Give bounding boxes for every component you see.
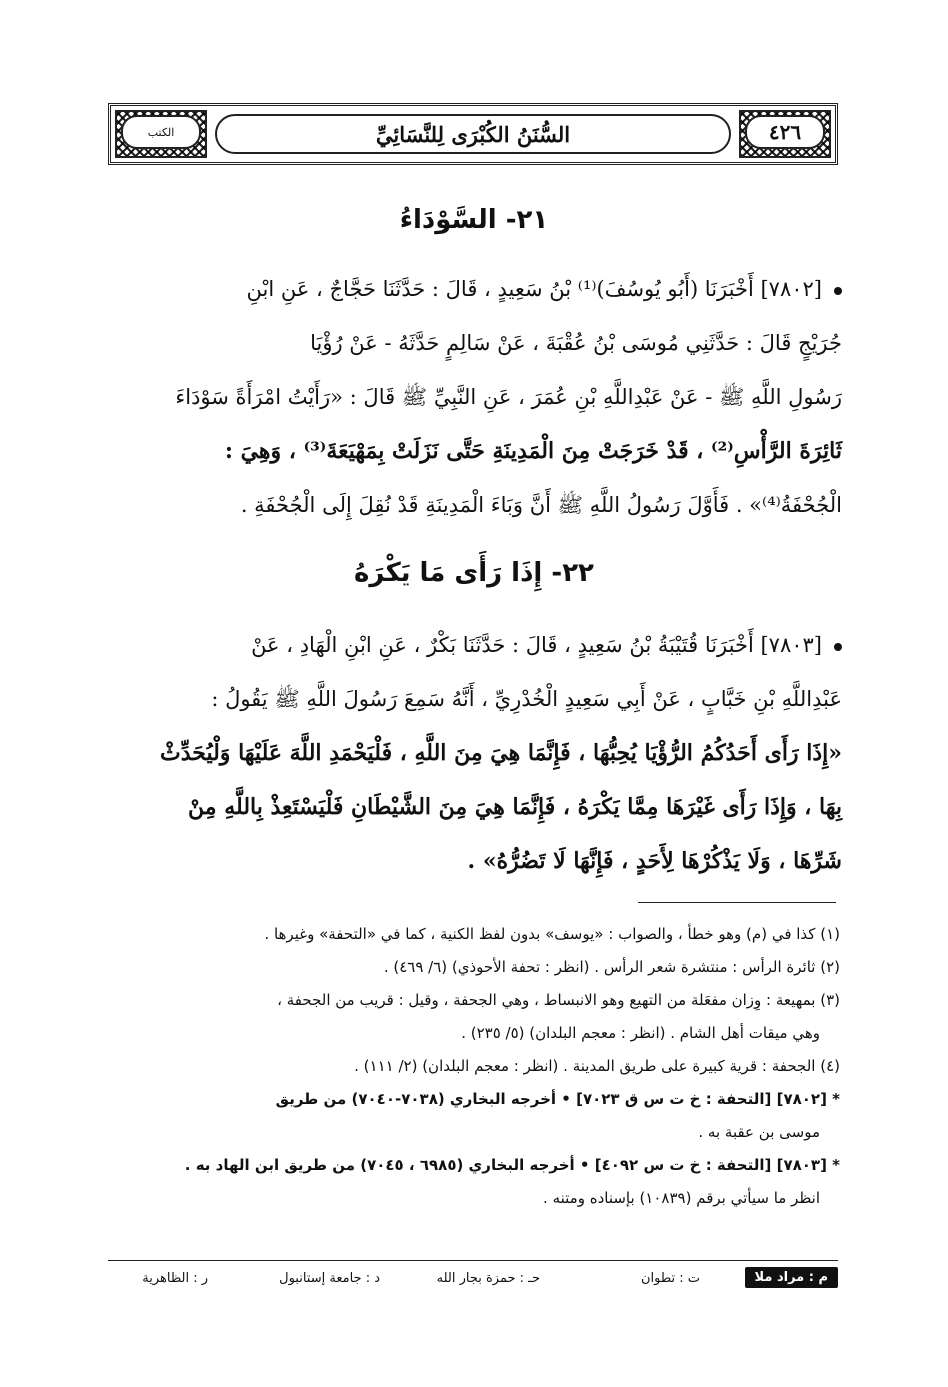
- footer-divider: [108, 1260, 838, 1261]
- hadith-line: [٧٨٠٣] أَخْبَرَنَا قُتَيْبَةُ بْنُ سَعِيدٍ ، قَالَ : حَدَّثَنَا بَكْرٌ ، عَنِ ابْنِ الْهَادِ ، عَنْ: [112, 618, 842, 672]
- footnote: (١) كذا في (م) وهو خطأ ، والصواب : «يوسف» بدون لفظ الكنية ، كما في «التحفة» وغيرها .: [264, 925, 840, 943]
- hadith-line: رَسُولِ اللَّهِ ﷺ - عَنْ عَبْدِاللَّهِ بْنِ عُمَرَ ، عَنِ النَّبِيِّ ﷺ قَالَ : «رَأَيْتُ امْرَأَةً سَوْدَاءَ: [175, 385, 842, 409]
- book-title: السُّنَنُ الكُبْرَى لِلنَّسَائِيِّ: [215, 114, 731, 154]
- takhrij-continuation: انظر ما سيأتي برقم (١٠٨٣٩) بإسناده ومتنه .: [543, 1189, 820, 1207]
- siglum-r: ر : الظاهرية: [142, 1271, 208, 1286]
- publisher-logo-icon: الكتب: [121, 115, 201, 149]
- takhrij-continuation: موسى بن عقبة به .: [698, 1123, 820, 1141]
- hadith-line: بِهَا ، وَإِذَا رَأَى غَيْرَهَا مِمَّا يَكْرَهُ ، فَإِنَّمَا هِيَ مِنَ الشَّيْطَانِ فَلْيَسْتَعِذْ بِاللَّهِ مِنْ: [188, 794, 842, 820]
- footnotes: [110, 918, 840, 1215]
- footnote: (٢) ثائرة الرأس : منتشرة شعر الرأس . (انظر : تحفة الأحوذي) (٦/ ٤٦٩) .: [383, 958, 840, 976]
- hadith-7802: [112, 262, 842, 532]
- hadith-line: شَرِّهَا ، وَلَا يَذْكُرْهَا لِأَحَدٍ ، فَإِنَّهَا لَا تَضُرُّهُ» .: [467, 848, 842, 874]
- bullet-icon: [834, 287, 842, 295]
- footnote: (٤) الجحفة : قرية كبيرة على طريق المدينة . (انظر : معجم البلدان) (٢/ ١١١) .: [354, 1057, 840, 1075]
- hadith-line: جُرَيْجٍ قَالَ : حَدَّثَنِي مُوسَى بْنُ عُقْبَةَ ، عَنْ سَالِمٍ حَدَّثَهُ - عَنْ رُؤْيَا: [310, 331, 842, 355]
- siglum-m: م : مراد ملا: [745, 1267, 839, 1288]
- siglum-h: حـ : حمزة بجار الله: [436, 1271, 540, 1286]
- siglum-t: ت : تطوان: [640, 1271, 700, 1286]
- hadith-line: عَبْدِاللَّهِ بْنِ خَبَّابٍ ، عَنْ أَبِي سَعِيدٍ الْخُدْرِيِّ ، أَنَّهُ سَمِعَ رَسُولَ اللَّهِ ﷺ يَقُولُ :: [211, 687, 842, 711]
- takhrij-note: * [٧٨٠٣] [التحفة : خ ت س ٤٠٩٢] • أخرجه البخاري (٦٩٨٥ ، ٧٠٤٥) من طريق ابن الهاد به .: [184, 1156, 840, 1174]
- bullet-icon: [834, 643, 842, 651]
- takhrij-note: * [٧٨٠٢] [التحفة : خ ت س ق ٧٠٢٣] • أخرجه البخاري (٧٠٣٨-٧٠٤٠) من طريق: [275, 1090, 840, 1108]
- siglum-d: د : جامعة إستانبول: [279, 1271, 380, 1286]
- hadith-line: «إِذَا رَأَى أَحَدُكُمُ الرُّؤْيَا يُحِبُّهَا ، فَإِنَّمَا هِيَ مِنَ اللَّهِ ، فَلْيَحْمَدِ اللَّهَ عَلَيْهَا وَلْيُحَدِّثْ: [160, 740, 842, 766]
- hadith-line: الْجُحْفَةُ⁽⁴⁾» . فَأَوَّلَ رَسُولُ اللَّهِ ﷺ أَنَّ وَبَاءَ الْمَدِينَةِ قَدْ نُقِلَ إِلَى الْجُحْفَةِ .: [240, 493, 842, 517]
- page-header: [108, 103, 838, 165]
- footnote: (٣) بمهيعة : وِزان مفعَلة من التهيع وهو الانبساط ، وهي الجحفة ، وقيل : قريب من الجحفة ،: [277, 991, 840, 1009]
- footnote-divider: [638, 902, 836, 903]
- page-number: ٤٢٦: [745, 115, 825, 149]
- hadith-7803: [112, 618, 842, 888]
- footnote-continuation: وهي ميقات أهل الشام . (انظر : معجم البلدان) (٥/ ٢٣٥) .: [461, 1024, 820, 1042]
- section-heading-22: ٢٢- إِذَا رَأَى مَا يَكْرَهُ: [354, 558, 594, 588]
- hadith-line: [٧٨٠٢] أَخْبَرَنَا (أَبُو يُوسُفَ)⁽¹⁾ بْنُ سَعِيدٍ ، قَالَ : حَدَّثَنَا حَجَّاجٌ ، عَنِ ابْنِ: [112, 262, 842, 316]
- hadith-line: ثَائِرَةَ الرَّأْسِ⁽²⁾ ، قَدْ خَرَجَتْ مِنَ الْمَدِينَةِ حَتَّى نَزَلَتْ بِمَهْيَعَةَ⁽³⁾ ، وَهِيَ :: [224, 438, 842, 464]
- section-heading-21: ٢١- السَّوْدَاءُ: [399, 205, 549, 235]
- manuscript-sigla: [108, 1266, 838, 1294]
